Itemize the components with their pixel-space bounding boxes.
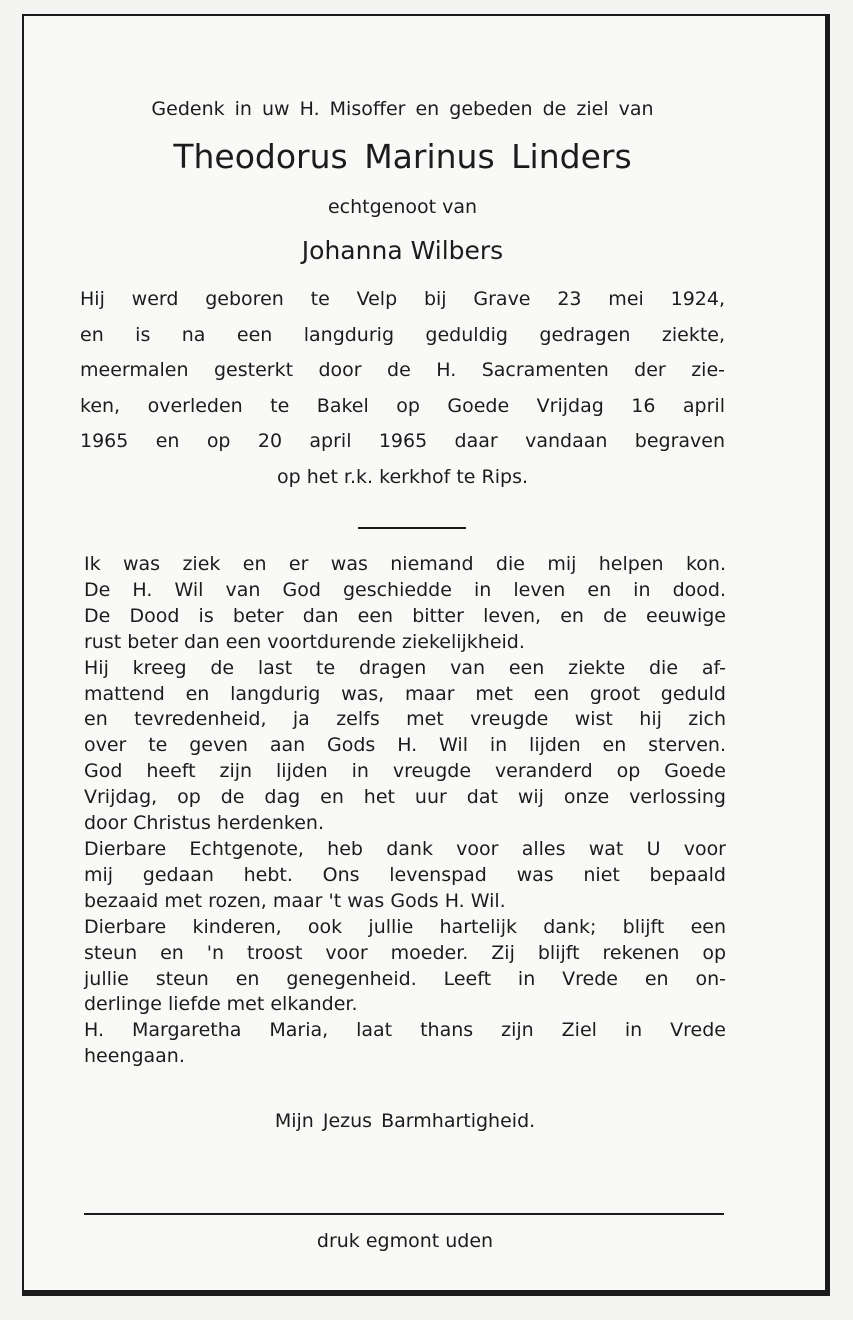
meditation-line: H. Margaretha Maria, laat thans zijn Ziel in Vrede	[84, 1019, 726, 1042]
meditation-line: Ik was ziek en er was niemand die mij helpen kon.	[84, 553, 726, 575]
meditation-line: jullie steun en genegenheid. Leeft in Vrede en on-	[84, 967, 726, 990]
meditation-line: over te geven aan Gods H. Wil in lijden en sterven.	[84, 734, 726, 757]
meditation-line: derlinge liefde met elkander.	[84, 993, 358, 1016]
meditation-line: steun en 'n troost voor moeder. Zij blijft rekenen op	[84, 941, 726, 964]
footer-rule	[84, 1213, 724, 1215]
biography-line: ken, overleden te Bakel op Goede Vrijdag 16 april	[80, 394, 725, 417]
spouse-name: Johanna Wilbers	[301, 236, 504, 265]
meditation-line: bezaaid met rozen, maar 't was Gods H. Wil.	[84, 889, 506, 912]
meditation-line: mattend en langdurig was, maar met een groot geduld	[84, 682, 726, 705]
meditation-line: Hij kreeg de last te dragen van een ziekte die af-	[84, 656, 726, 679]
relation-label: echtgenoot van	[327, 196, 478, 218]
meditation-line: door Christus herdenken.	[84, 812, 324, 835]
meditation-line: rust beter dan een voortdurende ziekelijkheid.	[84, 630, 525, 653]
meditation-line: Vrijdag, op de dag en het uur dat wij onze verlossing	[84, 786, 726, 809]
deceased-name: Theodorus Marinus Linders	[173, 137, 632, 176]
printer-credit: druk egmont uden	[316, 1230, 494, 1252]
biography	[80, 282, 725, 495]
meditation-text	[84, 552, 726, 1070]
biography-line: en is na een langdurig geduldig gedragen ziekte,	[80, 323, 725, 346]
card-header	[80, 96, 725, 495]
meditation-line: De Dood is beter dan een bitter leven, en de eeuwige	[84, 604, 726, 627]
biography-line: Hij werd geboren te Velp bij Grave 23 mei 1924,	[80, 288, 725, 310]
biography-line: meermalen gesterkt door de H. Sacramenten der zie-	[80, 359, 725, 381]
closing-prayer: Mijn Jezus Barmhartigheid.	[274, 1110, 536, 1132]
biography-line: op het r.k. kerkhof te Rips.	[276, 465, 529, 488]
meditation-line: mij gedaan hebt. Ons levenspad was niet bepaald	[84, 863, 726, 886]
biography-line: 1965 en op 20 april 1965 daar vandaan begraven	[80, 430, 725, 452]
intro-line: Gedenk in uw H. Misoffer en gebeden de ziel van	[151, 98, 654, 120]
meditation-line: God heeft zijn lijden in vreugde veranderd op Goede	[84, 760, 726, 783]
section-divider	[358, 527, 466, 529]
meditation-line: Dierbare kinderen, ook jullie hartelijk dank; blijft een	[84, 915, 726, 938]
meditation-line: en tevredenheid, ja zelfs met vreugde wist hij zich	[84, 708, 726, 731]
meditation-line: heengaan.	[84, 1045, 185, 1068]
meditation-line: De H. Wil van God geschiedde in leven en in dood.	[84, 578, 726, 601]
meditation-line: Dierbare Echtgenote, heb dank voor alles wat U voor	[84, 837, 726, 860]
